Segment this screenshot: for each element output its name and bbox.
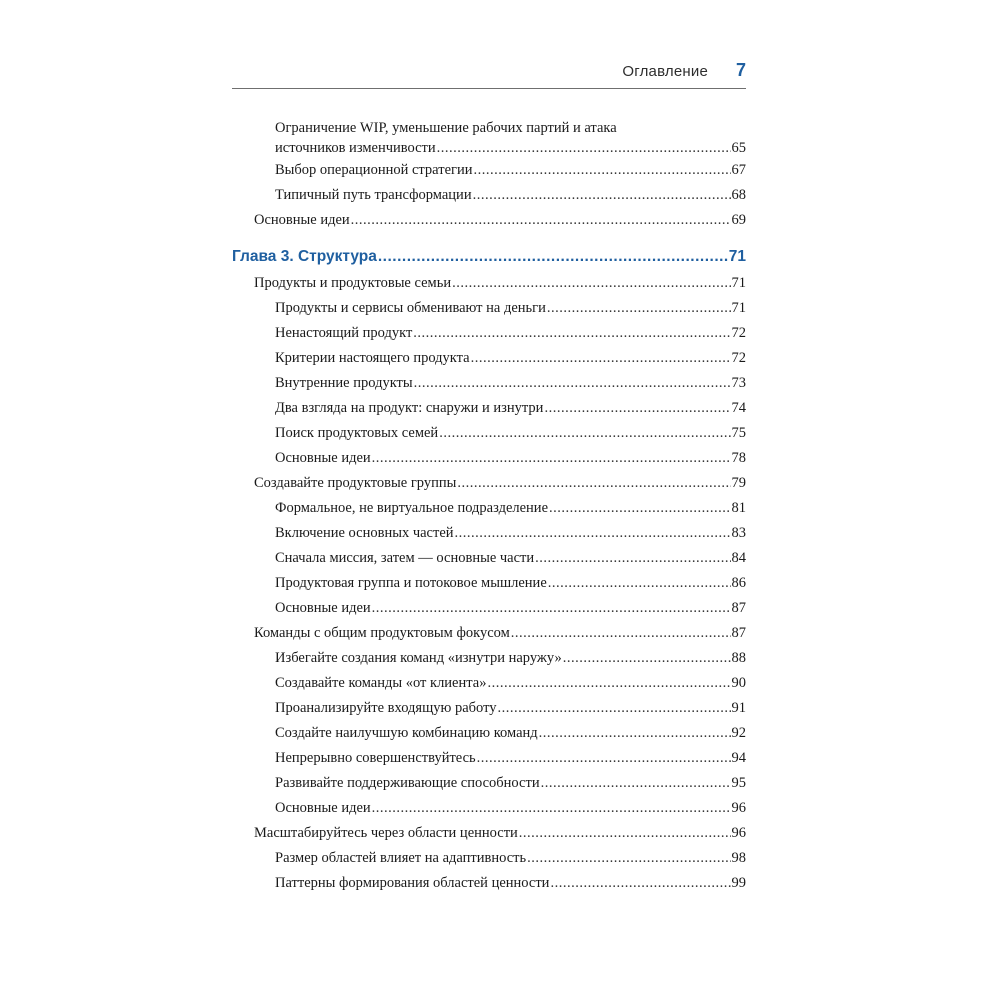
toc-entry[interactable] bbox=[275, 648, 746, 668]
toc-entry[interactable] bbox=[275, 748, 746, 768]
toc-entry-label: Типичный путь трансформации bbox=[275, 187, 472, 203]
dot-leader bbox=[563, 648, 731, 668]
toc-entry-label: Основные идеи bbox=[254, 212, 350, 228]
dot-leader bbox=[548, 573, 731, 593]
toc-entry[interactable] bbox=[275, 160, 746, 180]
dot-leader bbox=[477, 748, 731, 768]
dot-leader bbox=[519, 823, 731, 843]
toc-entry-label: Основные идеи bbox=[275, 450, 371, 466]
toc-entry-label: Создавайте продуктовые группы bbox=[254, 475, 457, 491]
toc-entry[interactable] bbox=[275, 598, 746, 618]
toc-entry-label: Формальное, не виртуальное подразделение bbox=[275, 500, 549, 516]
running-header bbox=[232, 58, 746, 89]
toc-entry[interactable] bbox=[275, 723, 746, 743]
dot-leader bbox=[473, 185, 731, 205]
toc-entry-label: Продукты и продуктовые семьи bbox=[254, 275, 452, 291]
toc-entry-label: Развивайте поддерживающие способности bbox=[275, 775, 540, 791]
toc-entry[interactable] bbox=[275, 398, 746, 418]
toc-entry[interactable] bbox=[275, 798, 746, 818]
toc-entry-page: 72 bbox=[731, 325, 746, 341]
dot-leader bbox=[544, 398, 730, 418]
toc-entry[interactable] bbox=[275, 573, 746, 593]
dot-leader bbox=[547, 298, 731, 318]
toc-entry-label: Включение основных частей bbox=[275, 525, 454, 541]
toc-entry-page: 87 bbox=[731, 625, 746, 641]
toc-entry-page: 95 bbox=[731, 775, 746, 791]
toc-entry-page: 71 bbox=[731, 300, 746, 316]
toc-entry-page: 92 bbox=[731, 725, 746, 741]
toc-entry-page: 96 bbox=[731, 800, 746, 816]
dot-leader bbox=[372, 448, 731, 468]
dot-leader bbox=[550, 873, 730, 893]
chapter-page: 71 bbox=[728, 248, 746, 265]
dot-leader bbox=[549, 498, 730, 518]
toc-entry-page: 96 bbox=[731, 825, 746, 841]
toc-entry-page: 91 bbox=[731, 700, 746, 716]
toc-entry[interactable] bbox=[275, 185, 746, 205]
toc-entry-page: 84 bbox=[731, 550, 746, 566]
toc-entry-page: 79 bbox=[731, 475, 746, 491]
dot-leader bbox=[413, 323, 730, 343]
page-number: 7 bbox=[735, 60, 746, 80]
toc-entry[interactable] bbox=[254, 273, 746, 293]
toc-entry-page: 67 bbox=[731, 162, 746, 178]
toc-entry[interactable] bbox=[275, 548, 746, 568]
toc-entry-page: 72 bbox=[731, 350, 746, 366]
dot-leader bbox=[535, 548, 730, 568]
dot-leader bbox=[378, 246, 728, 268]
toc-entry-label: Критерии настоящего продукта bbox=[275, 350, 470, 366]
toc-entry-label-line1: Ограничение WIP, уменьшение рабочих партий и атака bbox=[275, 120, 617, 136]
toc-entry-page: 69 bbox=[731, 212, 746, 228]
toc-entry-page: 65 bbox=[731, 140, 746, 156]
toc-entry[interactable] bbox=[254, 623, 746, 643]
dot-leader bbox=[541, 773, 731, 793]
toc-entry-page: 90 bbox=[731, 675, 746, 691]
toc-entry[interactable] bbox=[275, 118, 746, 158]
chapter-heading[interactable] bbox=[232, 246, 746, 268]
toc-entry[interactable] bbox=[275, 498, 746, 518]
toc-entry-label: Команды с общим продуктовым фокусом bbox=[254, 625, 510, 641]
chapter-label: Глава 3. Структура bbox=[232, 248, 377, 265]
toc-entry[interactable] bbox=[275, 348, 746, 368]
dot-leader bbox=[487, 673, 730, 693]
toc-entry-label: Выбор операционной стратегии bbox=[275, 162, 473, 178]
toc-entry-page: 71 bbox=[731, 275, 746, 291]
toc-entry[interactable] bbox=[275, 448, 746, 468]
toc-entry-label: Продуктовая группа и потоковое мышление bbox=[275, 575, 547, 591]
header-title: Оглавление bbox=[622, 63, 708, 80]
dot-leader bbox=[372, 598, 731, 618]
toc-entry-page: 73 bbox=[731, 375, 746, 391]
toc-entry-page: 86 bbox=[731, 575, 746, 591]
toc-entry-page: 83 bbox=[731, 525, 746, 541]
toc-entry-label: Продукты и сервисы обменивают на деньги bbox=[275, 300, 546, 316]
toc-entry-label: Непрерывно совершенствуйтесь bbox=[275, 750, 476, 766]
dot-leader bbox=[539, 723, 731, 743]
toc-entry-page: 88 bbox=[731, 650, 746, 666]
dot-leader bbox=[372, 798, 731, 818]
dot-leader bbox=[511, 623, 731, 643]
dot-leader bbox=[457, 473, 730, 493]
toc-entry[interactable] bbox=[275, 323, 746, 343]
toc-entry[interactable] bbox=[254, 210, 746, 230]
dot-leader bbox=[452, 273, 730, 293]
toc-entry-page: 87 bbox=[731, 600, 746, 616]
toc-entry-page: 78 bbox=[731, 450, 746, 466]
toc-entry-page: 75 bbox=[731, 425, 746, 441]
dot-leader bbox=[471, 348, 731, 368]
toc-entry-label: Масштабируйтесь через области ценности bbox=[254, 825, 518, 841]
dot-leader bbox=[351, 210, 731, 230]
toc-entry-label-line2: источников изменчивости bbox=[275, 140, 436, 156]
toc-entry[interactable] bbox=[275, 373, 746, 393]
toc-entry[interactable] bbox=[275, 298, 746, 318]
toc-entry-label: Ненастоящий продукт bbox=[275, 325, 413, 341]
dot-leader bbox=[527, 848, 730, 868]
toc-entry-page: 98 bbox=[731, 850, 746, 866]
toc-entry[interactable] bbox=[275, 673, 746, 693]
toc-entry-page: 94 bbox=[731, 750, 746, 766]
toc-entry-label: Создайте наилучшую комбинацию команд bbox=[275, 725, 538, 741]
toc-entry-label: Паттерны формирования областей ценности bbox=[275, 875, 550, 891]
toc-entry-label: Основные идеи bbox=[275, 800, 371, 816]
toc-entry-label: Поиск продуктовых семей bbox=[275, 425, 439, 441]
toc-entry[interactable] bbox=[275, 773, 746, 793]
dot-leader bbox=[498, 698, 731, 718]
toc-entry-page: 99 bbox=[731, 875, 746, 891]
toc-entry-label: Внутренние продукты bbox=[275, 375, 413, 391]
dot-leader bbox=[455, 523, 731, 543]
toc-entry[interactable] bbox=[275, 523, 746, 543]
toc-entry[interactable] bbox=[275, 873, 746, 893]
toc-entry[interactable] bbox=[275, 848, 746, 868]
dot-leader bbox=[437, 138, 731, 158]
toc-entry[interactable] bbox=[254, 473, 746, 493]
toc-entry-label: Сначала миссия, затем — основные части bbox=[275, 550, 535, 566]
toc-entry-page: 68 bbox=[731, 187, 746, 203]
dot-leader bbox=[473, 160, 730, 180]
toc-entry-label: Два взгляда на продукт: снаружи и изнутри bbox=[275, 400, 544, 416]
dot-leader bbox=[439, 423, 730, 443]
dot-leader bbox=[414, 373, 731, 393]
toc-entry-page: 74 bbox=[731, 400, 746, 416]
toc-entry[interactable] bbox=[275, 423, 746, 443]
toc-entry-label: Размер областей влияет на адаптивность bbox=[275, 850, 527, 866]
toc-entry-label: Проанализируйте входящую работу bbox=[275, 700, 497, 716]
toc-entry-label: Создавайте команды «от клиента» bbox=[275, 675, 487, 691]
toc-entry[interactable] bbox=[254, 823, 746, 843]
toc-entry[interactable] bbox=[275, 698, 746, 718]
toc-entry-label: Избегайте создания команд «изнутри наружу» bbox=[275, 650, 562, 666]
toc-entry-page: 81 bbox=[731, 500, 746, 516]
toc-entry-label: Основные идеи bbox=[275, 600, 371, 616]
